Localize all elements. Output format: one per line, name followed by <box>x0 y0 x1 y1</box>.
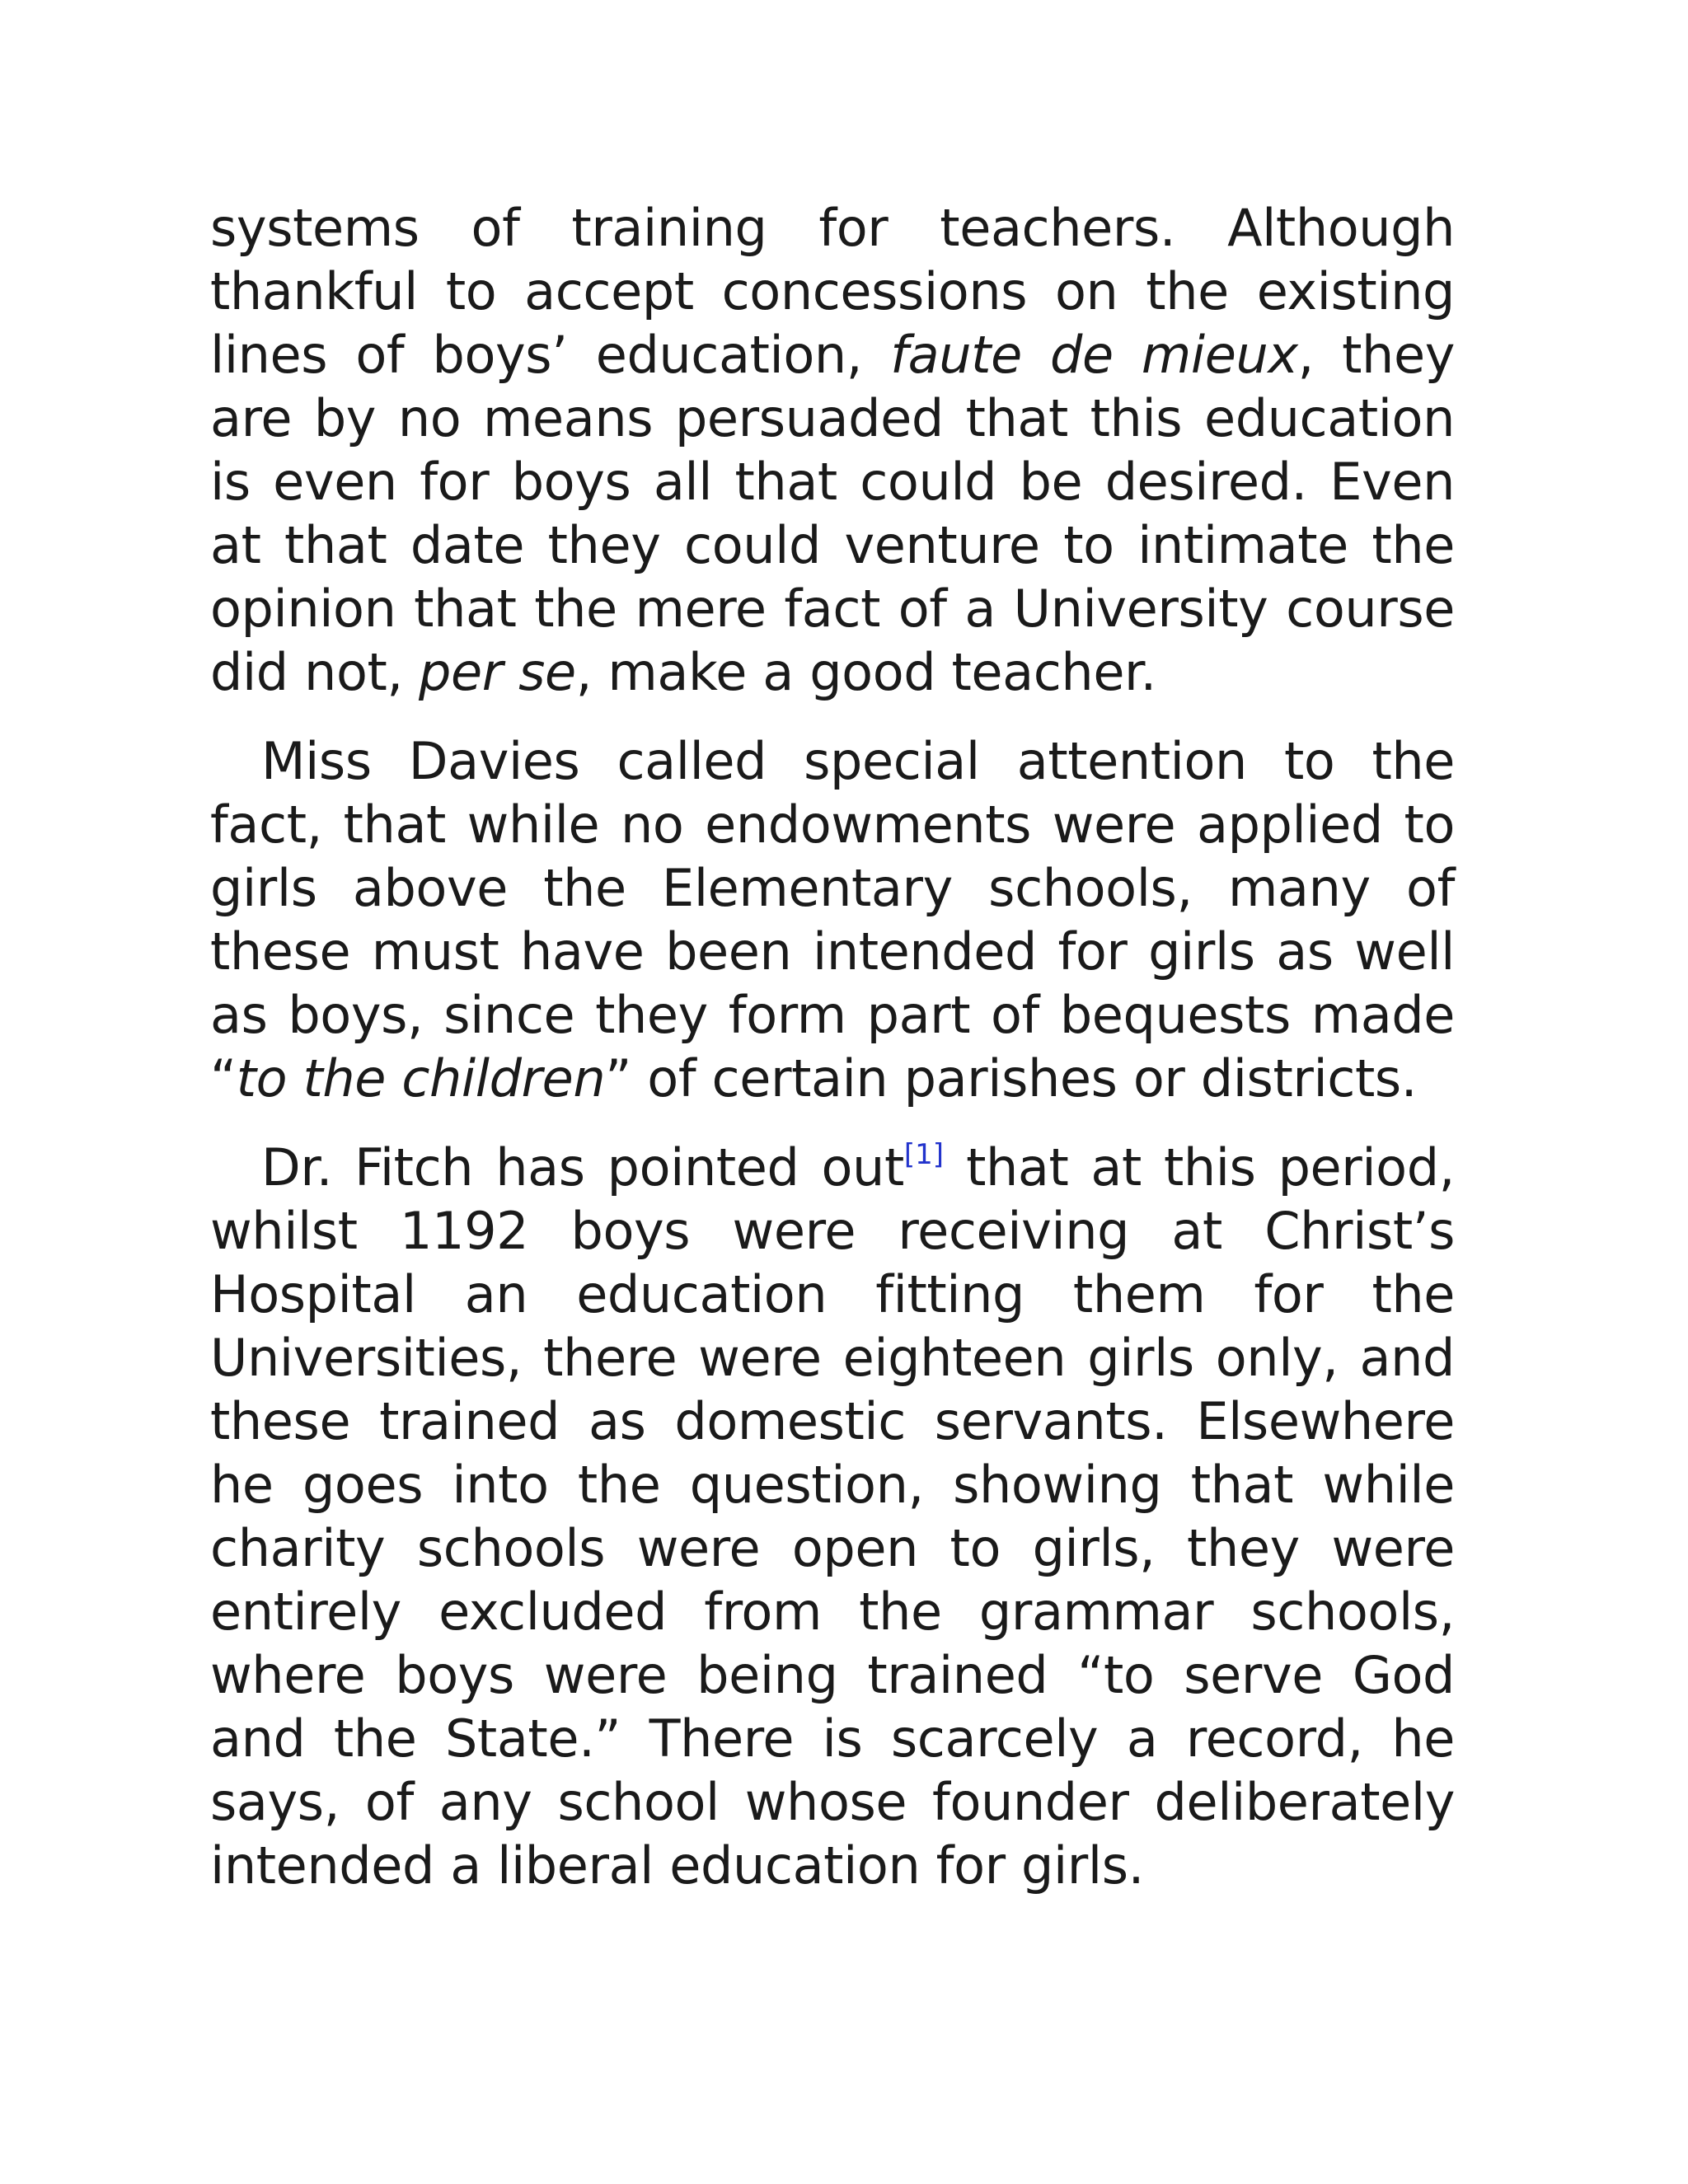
paragraph-3 <box>210 1136 1455 1897</box>
text-segment: , they are by no means persuaded that this education is even for boys all that could be desired. Even at that date they could venture to intimate the opinion that the mere fact of a University course did not, <box>210 325 1455 702</box>
italic-phrase: per se <box>419 642 576 702</box>
text-segment: Miss Davies called special attention to the fact, that while no endowments were applied to girls above the Elementary schools, many of these must have been intended for girls as well as boys, since they form part of bequests made “ <box>210 731 1455 1108</box>
text-segment: ” of certain parishes or districts. <box>605 1048 1418 1108</box>
italic-phrase: faute de mieux <box>890 325 1298 385</box>
text-segment: that at this period, whilst 1192 boys were receiving at Christ’s Hospital an education fitting them for the Universities, there were eighteen girls only, and these trained as domestic servants. Elsewhere he goes into the question, showing that while charity schools were open to girls, they were entirely excluded from the grammar schools, where boys were being trained “to serve God and the State.” There is scarcely a record, he says, of any school whose founder deliberately intended a liberal education for girls. <box>210 1137 1455 1896</box>
text-segment: , make a good teacher. <box>575 642 1156 702</box>
italic-phrase: to the children <box>236 1048 606 1108</box>
paragraph-2 <box>210 729 1455 1110</box>
footnote-link[interactable]: [1] <box>903 1138 945 1171</box>
text-segment: systems of training for teachers. Although thankful to accept concessions on the existing lines of boys’ education, <box>210 198 1455 385</box>
text-segment: Dr. Fitch has pointed out <box>261 1137 904 1197</box>
page-body <box>210 196 1455 1923</box>
footnote-ref <box>904 1138 944 1171</box>
paragraph-1 <box>210 196 1455 704</box>
